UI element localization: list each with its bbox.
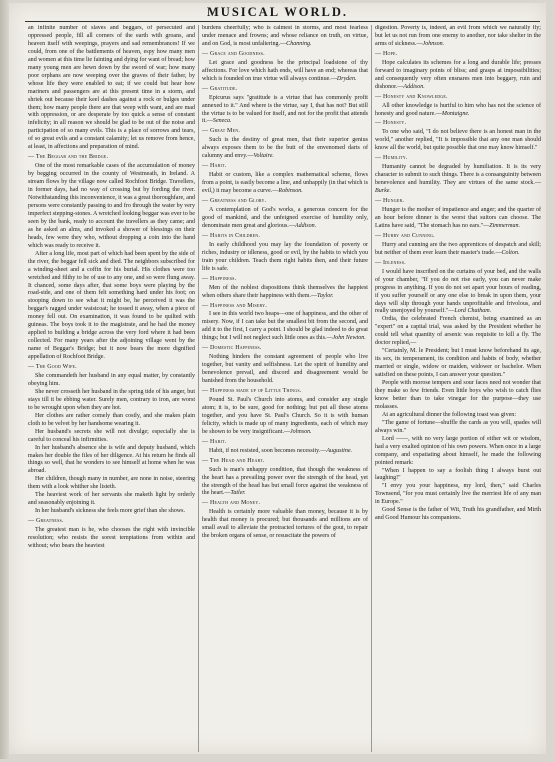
paragraph-text: "When I happen to say a foolish thing I always burst out laughing!" xyxy=(375,467,541,482)
attribution: John Newton. xyxy=(332,335,366,342)
paragraph-text: I would have inscribed on the curtains of your bed, and the walls of your chamber, "If you do not rise early, you can never make progress in anything. If you do not set apart your hours of reading, if you suffer yourself or any one else to break in upon them, your days will slip through your hands unprofitable and frivolous, and really unenjoyed by yourself." xyxy=(375,268,541,315)
paragraph-text: To one who said, "I do not believe there is an honest man in the world," another replied, "It is impossible that any one man should know all the world, but quite possible that one may know himself." xyxy=(375,129,541,152)
paragraph-text: She never crosseth her husband in the spring tide of his anger, but stays till it be ebbing water. Surely men, contrary to iron, are worst to be wrought upon when they are hot. xyxy=(28,388,195,411)
paragraph xyxy=(28,508,195,516)
attribution: Seneca. xyxy=(212,118,232,125)
paragraph: burdens cheerfully; who is calmest in storms, and most fearless under menace and frowns; and whose reliance on truth, on virtue, and on God, is most unfaltering.—Channing. xyxy=(202,25,368,47)
binding-edge xyxy=(0,0,9,759)
section-heading: — Honesty and Knowledge. xyxy=(375,94,541,102)
section-heading: — Health and Money. xyxy=(202,500,368,508)
paragraph xyxy=(375,348,541,380)
section-heading: — Humility. xyxy=(375,155,541,163)
attribution: Addison. xyxy=(294,222,317,229)
attribution: Zimmerman. xyxy=(489,222,521,229)
attribution: Burke. xyxy=(375,188,391,195)
paragraph: Humanity cannot be degraded by humiliation. It is its very character to submit to such things. There is a consanguinity between benevolence and humility. They are virtues of the same stock.—Burke. xyxy=(375,164,541,195)
paragraph xyxy=(28,163,195,250)
paragraph xyxy=(28,429,195,445)
paragraph-text: The heaviest work of her servants she maketh light by orderly and seasonably enjoining it. xyxy=(28,492,195,507)
section-heading: — Domestic Happiness. xyxy=(202,345,368,353)
attribution: Addison. xyxy=(403,83,425,90)
section-heading: — Happiness. xyxy=(202,276,368,284)
attribution: Lord Chatham. xyxy=(454,308,492,315)
paragraph-text: "Certainly, M. le President; but I must know beforehand its age, its sex, its temperament, its condition and habits of body, whether married or single, widow or maiden, widower or bachelor. When satisfied on these points, I can answer your question." xyxy=(375,348,541,379)
paragraph xyxy=(375,380,541,412)
section-heading: — Great Men. xyxy=(202,128,368,136)
paragraph: Epicurus says "gratitude is a virtue that has commonly profit annexed to it." And where is the virtue, say I, that has not? But still the virtue is to be valued for itself, and not for the profit that attends it.—Seneca. xyxy=(202,94,368,125)
section-heading: — Greatness and Glory. xyxy=(202,198,368,206)
paragraph-text: All other knowledge is hurtful to him who has not the science of honesty and good nature. xyxy=(375,102,541,117)
paragraph xyxy=(28,492,195,508)
paragraph-text: digestion. Poverty is, indeed, an evil from which we naturally fly; but let us not run from one enemy to another, nor take shelter in the arms of sickness. xyxy=(375,25,541,47)
attribution: Taylor. xyxy=(317,292,334,299)
section-heading: — Honesty. xyxy=(375,120,541,128)
paragraph-text: In early childhood you may lay the foundation of poverty or riches, industry or idleness, good or evil, by the habits to which you train your children. Teach them right habits then, and their future life is safe. xyxy=(202,241,368,272)
paragraph xyxy=(202,354,368,386)
paragraph xyxy=(202,509,368,541)
paragraph: I see in this world two heaps—one of happiness, and the other of misery. Now, if I can take but the smallest bit from the second, and add it to the first, I carry a point. I should be glad indeed to do great things; but I will not neglect such little ones as this.—John Newton. xyxy=(202,311,368,342)
section-heading: — The Head and Heart. xyxy=(202,458,368,466)
paragraph xyxy=(375,412,541,420)
paragraph: I would have inscribed on the curtains of your bed, and the walls of your chamber, "If you do not rise early, you can never make progress in anything. If you do not set apart your hours of reading, if you suffer yourself or any one else to break in upon them, your days will slip through your hands unprofitable and frivolous, and really unenjoyed by yourself."—Lord Chatham. xyxy=(375,268,541,315)
paragraph xyxy=(28,373,195,389)
paragraph-text: Hunger is the mother of impatience and anger; and the quarter of an hour before dinner is the worst that suitors can choose. The Latins have said, "The stomach has no ears." xyxy=(375,207,541,229)
paragraph-text: Lord ——, with no very large portion of either wit or wisdom, had a very exalted opinion of his own powers. When once in a large company, and expatiating about himself, he made the following pointed remark: xyxy=(375,435,541,466)
paragraph xyxy=(375,483,541,507)
section-heading: — Happiness and Misery. xyxy=(202,303,368,311)
paragraph-text: Health is certainly more valuable than money, because it is by health that money is procured; but thousands and millions are of small avail to alleviate the protracted tortures of the gout, to repair the broken organs of sense, or resuscitate the powers of xyxy=(202,509,368,540)
paragraph: All other knowledge is hurtful to him who has not the science of honesty and good nature.—Montaigne. xyxy=(375,102,541,117)
paragraph-text: Her children, though many in number, are none in noise, steering them with a look whither she listeth. xyxy=(28,476,195,491)
paragraph-text: In her husband's absence she is wife and deputy husband, which makes her double the files of her diligence. At his return he finds all things so well, that he wonders to see himself at home when he was abroad. xyxy=(28,444,195,475)
paragraph-text: At an agricultural dinner the following toast was given: xyxy=(382,411,517,418)
paragraph: Pound St. Paul's Church into atoms, and consider any single atom; it is, to be sure, good for nothing; but put all these atoms together, and you have St. Paul's Church. So it is with human felicity, which is made up of many ingredients, each of which may be shown to be very insignificant.—Johnson. xyxy=(202,396,368,435)
paragraph-text: Her husband's secrets she will not divulge; especially she is careful to conceal his infirmities. xyxy=(28,428,195,443)
attribution: Channing. xyxy=(286,40,312,47)
section-heading: — Hope. xyxy=(375,51,541,59)
paragraph: Such is man's unhappy condition, that though the weakness of the heart has a prevailing power over the strength of the head, yet the strength of the head has but small force against the weakness of the heart.—Tatler. xyxy=(202,466,368,497)
paragraph-text: Hurry and cunning are the two apprentices of despatch and skill; but neither of them ever learn their master's trade. xyxy=(375,241,541,256)
paragraph-text: Let grace and goodness be the principal loadstone of thy affections. For love which hath ends, will have an end; whereas that which is founded on true virtue will always continue. xyxy=(202,59,368,82)
section-heading: — Happiness made up of Little Things. xyxy=(202,388,368,396)
section-heading: — Grace and Goodness. xyxy=(202,51,368,59)
paragraph xyxy=(375,468,541,484)
newspaper-page xyxy=(9,3,546,754)
paragraph-text: Habit, if not resisted, soon becomes necessity. xyxy=(209,447,321,454)
page-masthead: MUSICAL WORLD. xyxy=(207,5,348,19)
section-heading: — The Beggar and the Bridge. xyxy=(28,154,195,162)
paragraph-text: Nothing hinders the constant agreement of people who live together, but vanity and selfishness. Let the spirit of humility and benevolence prevail, and discord and disagreement would be banished from the household. xyxy=(202,354,368,385)
paragraph xyxy=(375,420,541,436)
column-2 xyxy=(198,25,371,752)
attribution: Tatler. xyxy=(230,490,246,497)
paragraph-text: Men of the noblest dispositions think themselves the happiest when others share their happiness with them. xyxy=(202,284,368,299)
paragraph xyxy=(375,316,541,348)
paragraph xyxy=(28,445,195,477)
paragraph xyxy=(375,436,541,468)
section-heading: — Habit. xyxy=(202,439,368,447)
paragraph: Hunger is the mother of impatience and anger; and the quarter of an hour before dinner is the worst that suitors can choose. The Latins have said, "The stomach has no ears."—Zimmerman. xyxy=(375,207,541,229)
paragraph: Such is the destiny of great men, that their superior genius always exposes them to be the butt of the envenomed darts of calumny and envy.—Voltaire. xyxy=(202,137,368,160)
column-3 xyxy=(371,25,544,752)
paragraph-text: "I envy you your happiness, my lord, then," said Charles Townsend, "for you must certainly live the merriest life of any man in Europe." xyxy=(375,483,541,506)
paragraph-text: Such is man's unhappy condition, that though the weakness of the heart has a prevailing power over the strength of the head, yet the strength of the head has but small force against the weakness of the heart. xyxy=(202,466,368,497)
paragraph-text: A contemplation of God's works, a generous concern for the good of mankind, and the unfeigned exercise of humility only, denominate men great and glorious. xyxy=(202,207,368,229)
section-heading: — The Good Wife. xyxy=(28,364,195,372)
paragraph xyxy=(202,242,368,274)
paragraph: Hope calculates its schemes for a long and durable life; presses forward to imaginary points of bliss; and grasps at impossibilities; and consequently very often ensnares men into beggary, ruin and dishonor.—Addison. xyxy=(375,59,541,90)
column-1 xyxy=(25,25,198,752)
paragraph-text: People with morose tempers and sour faces need not wonder that they make so few friends. Even little boys who wish to catch flies know better than to take vinegar for the purpose—they use molasses. xyxy=(375,380,541,410)
paragraph-text: After a long life, most part of which had been spent by the side of the river, the beggar fell sick and died. The neighbors subscribed for a winding-sheet and a coffin for his burial. His clothes were too wretched and filthy to be of use to any one, and so were flung away. It chanced, some days after, that some boys were playing by the road-side, and one of them felt something hard under his foot; on stooping down to see what it might be, he perceived it was the beggar's ragged under waistcoat; he tossed it away, when a piece of money fell out. On examination, it was found to be quilted with guineas. The boys took it to the magistrate, and he had the money applied to building a bridge across the very ford where it had been collected. For many years after the adjoining village went by the name of Beggar's Bridge; but it now bears the more dignified appellation of Rochfoot Bridge. xyxy=(28,250,195,361)
section-heading: — Hurry and Cunning. xyxy=(375,233,541,241)
paragraph-text: She commandeth her husband in any equal matter, by constantly obeying him. xyxy=(28,372,195,387)
section-heading: — Habit. xyxy=(202,163,368,171)
section-heading: — Idleness. xyxy=(375,260,541,268)
paragraph-text: Her clothes are rather comely than costly, and she makes plain cloth to be velvet by her handsome wearing it. xyxy=(28,412,195,427)
paragraph-text: The greatest man is he, who chooses the right with invincible resolution; who resists the sorest temptations from within and without; who bears the heaviest xyxy=(28,527,195,549)
paragraph: Hurry and cunning are the two apprentices of despatch and skill; but neither of them ever learn their master's trade.—Colton. xyxy=(375,241,541,256)
attribution: Colton. xyxy=(501,249,520,256)
paragraph: digestion. Poverty is, indeed, an evil from which we naturally fly; but let us not run from one enemy to another, nor take shelter in the arms of sickness.—Johnson. xyxy=(375,25,541,47)
paragraph-text: burdens cheerfully; who is calmest in storms, and most fearless under menace and frowns; and whose reliance on truth, on virtue, and on God, is most unfaltering. xyxy=(202,25,368,47)
section-heading: — Gratitude. xyxy=(202,86,368,94)
paragraph-text: Hope calculates its schemes for a long and durable life; presses forward to imaginary points of bliss; and grasps at impossibilities; and consequently very often ensnares men into beggary, ruin and dishonor. xyxy=(375,59,541,90)
attribution: Montaigne. xyxy=(441,110,470,117)
attribution: Voltaire. xyxy=(253,153,274,160)
paragraph-text: Humanity cannot be degraded by humiliation. It is its very character to submit to such things. There is a consanguinity between benevolence and humility. They are virtues of the same stock. xyxy=(375,164,541,187)
paragraph-text: Pound St. Paul's Church into atoms, and consider any single atom; it is, to be sure, good for nothing; but put all these atoms together, and you have St. Paul's Church. So it is with human felicity, which is made up of many ingredients, each of which may be shown to be very insignificant. xyxy=(202,396,368,435)
paragraph xyxy=(28,476,195,492)
paragraph-text: In her husband's sickness she feels more grief than she shows. xyxy=(35,508,186,515)
attribution: Robinson. xyxy=(278,188,303,195)
section-heading: — Habits in Children. xyxy=(202,233,368,241)
section-heading: — Greatness. xyxy=(28,518,195,526)
paragraph xyxy=(28,389,195,413)
paragraph: Men of the noblest dispositions think themselves the happiest when others share their happiness with them.—Taylor. xyxy=(202,284,368,299)
paragraph: Habit, if not resisted, soon becomes necessity.—Augustine. xyxy=(209,447,353,454)
paragraph xyxy=(28,251,195,362)
paragraph-text: Epicurus says "gratitude is a virtue that has commonly profit annexed to it." And where is the virtue, say I, that has not? But still the virtue is to be valued for itself, and not for the profit that attends it. xyxy=(202,94,368,125)
paragraph-text: Good Sense is the father of Wit, Truth his grandfather, and Mirth and Good Humour his companions. xyxy=(375,507,541,522)
paragraph-text: Ordia, the celebrated French chemist, being examined as an "expert" on a capital trial, was asked by the President whether he could tell what quantity of arsenic was requisite to kill a fly. The doctor replied,— xyxy=(375,316,541,347)
attribution: Augustine. xyxy=(326,447,353,454)
paragraph xyxy=(28,25,195,152)
text-columns xyxy=(25,25,544,752)
paragraph xyxy=(28,527,195,551)
paragraph-text: Habit or custom, like a complex mathematical scheme, flows from a point, is easily become a line, and unhappily (in that which is evil,) it may become a curve. xyxy=(202,172,368,195)
paragraph-text: an infinite number of slaves and beggars, of persecuted and oppressed people, fill all corners of the earth with groans, and heaven itself with weepings, prayers and sad remembrances! If we could, from one of the battlements of heaven, espy how many men and women at this time lie fainting and dying for want of bread; how many young men are hewn down by the sword of war; how many poor orphans are now weeping over the graves of their father, by whose life they were enabled to eat; if we could but hear how mariners and passengers are at this present time in a storm, and shriek out because their keel dashes against a rock or bulges under them; how many people there are that weep with want, and are mad with oppression, or are desperate by too quick a sense of constant infelicity; in all reason we should be glad to be out of the noise and participation of so many evils. This is a place of sorrows and tears, of so great evils and a constant calamity; let us remove from hence, at least, in affections and preparation of mind. xyxy=(28,25,195,151)
attribution: Johnson. xyxy=(290,428,312,435)
paragraph-text: One of the most remarkable cases of the accumulation of money by begging occurred in the county of Westmeath, in Ireland. A stream flows by the village now called Rochfoot Bridge. Travellers, in former days, had no way of crossing but by fording the river. Notwithstanding this inconvenience, it was a great thoroughfare, and persons were constantly passing to and fro through the water by very imperfect stepping-stones. A wretched looking beggar was ever to be seen by the bank, ready to account the travellers as they came; and as he asked an alms, and invoked a shower of blessings on their heads, few were they who, without dropping a coin into the hand which was ready to receive it. xyxy=(28,163,195,249)
paragraph xyxy=(375,129,541,153)
header-rule xyxy=(25,21,540,22)
paragraph-text: "The game of fortune—shuffle the cards as you will, spades will always win." xyxy=(375,419,541,434)
paragraph: Let grace and goodness be the principal loadstone of thy affections. For love which hath ends, will have an end; whereas that which is founded on true virtue will always continue.—Dryden. xyxy=(202,59,368,82)
paragraph-text: Such is the destiny of great men, that their superior genius always exposes them to be the butt of the envenomed darts of calumny and envy. xyxy=(202,137,368,160)
paragraph: A contemplation of God's works, a generous concern for the good of mankind, and the unfeigned exercise of humility only, denominate men great and glorious.—Addison. xyxy=(202,207,368,229)
paragraph-text: I see in this world two heaps—one of happiness, and the other of misery. Now, if I can take but the smallest bit from the second, and add it to the first, I carry a point. I should be glad indeed to do great things; but I will not neglect such little ones as this. xyxy=(202,311,368,342)
paragraph xyxy=(375,507,541,523)
attribution: Dryden. xyxy=(336,75,357,82)
section-heading: — Hunger. xyxy=(375,198,541,206)
paragraph xyxy=(28,413,195,429)
attribution: Johnson. xyxy=(422,40,445,47)
paragraph: Habit or custom, like a complex mathematical scheme, flows from a point, is easily become a line, and unhappily (in that which is evil,) it may become a curve.—Robinson. xyxy=(202,172,368,195)
